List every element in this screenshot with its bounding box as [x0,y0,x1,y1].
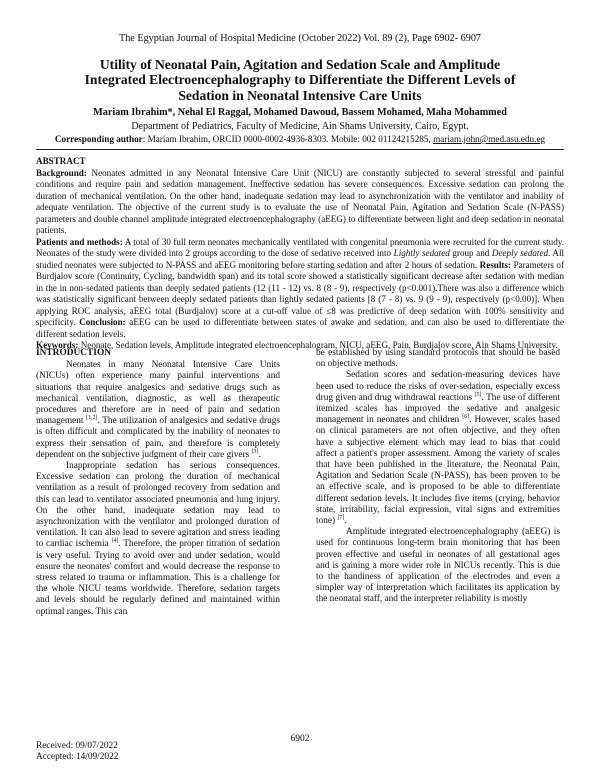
background-label: Background: [36,167,87,178]
abstract-section [36,156,564,352]
title-line: Sedation in Neonatal Intensive Care Units [178,87,422,103]
citation-ref[interactable]: [7] [337,514,345,521]
intro-paragraph-4 [316,370,560,527]
paragraph-text: . [344,516,347,527]
header-divider [36,149,564,150]
right-column [316,348,560,606]
paragraph-text: Sedation scores and sedation-measuring devices have been used to reduce the risks of over-sedation, especially excess drug given and drug withdrawal reactions [316,370,560,403]
intro-paragraph-5 [316,527,560,605]
intro-paragraph-2 [36,461,280,618]
methods-text: . All studied neonates were subjected to N-PASS and aEEG monitoring before starting sedation and after 2 hours of sedation. [36,248,565,270]
paragraph-text: Amplitude integrated electroencephalography (aEEG) is used for continuous long-term brain monitoring that has been proven effective and useful in neonates of all gestational ages and is gaining a more wider role in NICUs recently. This is due to the handiness of application of the electrodes and even a simpler way of interpretation which facilitates its application by the neonatal staff, and the interpreter reliability is mostly [316,527,560,605]
paragraph-text: . The use of different itemized scales has improved the sedative and analgesic management in neonates and children [316,392,560,426]
abstract-methods-results [36,237,564,341]
keywords-label: Keywords: [36,340,79,350]
left-column [36,348,280,618]
title-line: Integrated Electroencephalography to Differentiate the Different Levels of [84,72,516,88]
title-line: Utility of Neonatal Pain, Agitation and Sedation Scale and Amplitude [99,57,501,72]
affiliation: Department of Pediatrics, Faculty of Medicine, Ain Shams University, Cairo, Egypt. [131,121,469,132]
received-date: Received: 09/07/2022 [36,741,118,751]
submission-dates [36,741,118,762]
author-list: Mariam Ibrahim*, Nehal El Raggal, Mohamed Dawoud, Bassem Mohamed, Maha Mohammed [93,107,507,118]
article-title [40,57,560,103]
results-label: Results: [479,259,511,270]
results-text: Parameters of Burdjalov score (Continuity, Cycling, bandwidth span) and its total score showed a statistically significant decrease after sedation with median in the in non-sedated patients than deeply sedated patients (12 (11 - 12) vs. 8 (8 - 9), respectively (p<0.001).There was also a difference which was statistically significant between deeply sedated patients than lightly sedated patients [8 (7 - 8) vs. 9 (9 - 9), respectively (p<0.00)]. When applying ROC analysis, aEEG total (Burdjalov) score at a cut-off value of ≤8 was predictive of deep sedation with 100% sensitivity and specificity. [36,259,564,327]
intro-paragraph-1 [36,360,280,461]
keywords-text: Neonate, Sedation levels, Amplitude integrated electroencephalogram, NICU, aEEG, Pain, Burdjalov score, Ain Shams University. [78,340,558,350]
citation-ref[interactable]: [1,2] [86,415,98,422]
corresponding-email-link[interactable]: mariam.john@med.asu.edu.eg [433,134,546,144]
paragraph-text: . [258,449,261,460]
citation-ref[interactable]: [4] [111,538,119,545]
citation-ref[interactable]: [5] [474,391,482,398]
methods-text: A total of 30 full term neonates mechanically ventilated with congenital pneumonia were recruited for the current study. Neonates of the study were divided into 2 groups according to the dose of sedative received into [36,236,564,258]
citation-ref[interactable]: [3] [251,448,259,455]
corresponding-label: Corresponding author [54,134,143,144]
methods-italic-light: Lightly sedated [393,248,450,258]
accepted-date: Accepted: 14/09/2022 [36,751,119,762]
citation-ref[interactable]: [6] [462,414,470,421]
paragraph-text: . Therefore, the proper titration of sedation is very useful. Trying to avoid over and under sedation, would ensure the neonates' comfort and would decrease the response to stress related to trauma or inflammation. This is a challenge for the whole NICU teams worldwide. Therefore, sedation targets and levels should be regularly defined and maintained within optimal ranges. This can [36,539,280,617]
methods-italic-deep: Deeply sedated [491,248,549,258]
corresponding-details: : Mariam Ibrahim, ORCID 0000-0002-4936-8303. Mobile: 002 01124215285, [142,134,431,144]
conclusion-text: aEEG can be used to differentiate between states of awake and sedation, and can also be used to differentiate the different sedation levels. [36,317,564,339]
journal-header: The Egyptian Journal of Hospital Medicine (October 2022) Vol. 89 (2), Page 6902- 6907 [118,33,482,44]
paragraph-text: be established by using standard protocols that should be based on objective methods. [316,348,560,370]
methods-text: group and [449,248,492,258]
paragraph-text: Inappropriate sedation has serious consequences. Excessive sedation can prolong the duration of mechanical ventilation as a result of prolonged recovery from sedation and this can lead to ventilator associated pneumonia and lung injury. On the other hand, inadequate sedation may lead to asynchronization with the ventilator and prolonged duration of ventilation. It can also lead to severe agitation and stress leading to cardiac ischemia [36,461,280,550]
methods-label: Patients and methods: [36,236,123,247]
corresponding-author [0,134,600,144]
page-number: 6902 [290,734,310,744]
abstract-heading: ABSTRACT [36,156,86,166]
intro-paragraph-3 [316,348,560,370]
background-text: Neonates admitted in any Neonatal Intensive Care Unit (NICU) are constantly subjected to several stressful and painful conditions and require pain and sedation management. Ineffective sedation has severe consequences. Excessive sedation can prolong the duration of mechanical ventilation. On the other hand, inadequate sedation may lead to asynchronization with the ventilator and inability of adequate ventilation. The objective of the current study is to evaluate the use of Neonatal Pain, Agitation and Sedation Scale (N-PASS) parameters and double channel amplitude integrated electroencephalography (aEEG) to differentiate between light and deep sedation in neonatal patients. [36,167,564,235]
abstract-background [36,168,564,237]
paragraph-text: . The utilization of analgesics and sedative drugs is often difficult and complicated by the inability of neonates to express their sensation of pain, and therefore is completely dependent on the subjective judgment of their care givers [36,416,280,460]
paragraph-text: . However, scales based on clinical parameters are not often objective, and they often have a subjective element which may lead to bias that could affect a patient's proper assessment. Among the variety of scales that have been published in the literature, the Neonatal Pain, Agitation and Sedation Scale (N-PASS), has been proven to be an effective scale, and is proposed to be able to differentiate different sedation levels. It includes five items (crying, behavior state, irritability, facial expression, vital signs and extremities tone) [316,415,560,527]
paragraph-text: Neonates in many Neonatal Intensive Care Units (NICUs) often experience many painful interventions and situations that require analgesics and sedative drugs such as mechanical ventilation, diagnostic, as well as therapeutic procedures and therefore are in need of pain and sedation management [36,360,280,427]
introduction-heading: INTRODUCTION [36,348,112,358]
conclusion-label: Conclusion: [79,317,126,327]
